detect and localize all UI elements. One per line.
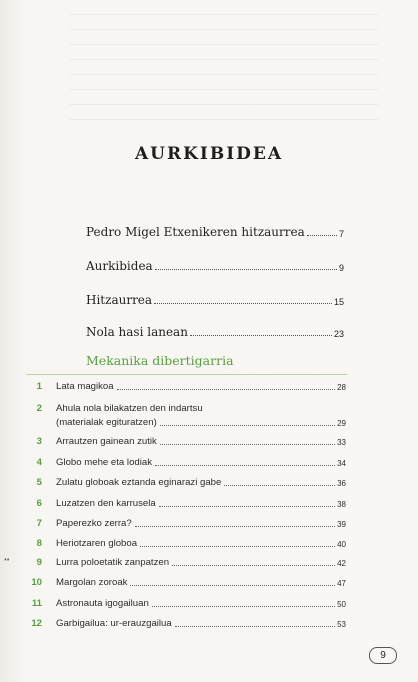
- entry-page: 40: [337, 540, 346, 549]
- dot-leader: [159, 505, 335, 507]
- toc-page: 7: [338, 229, 344, 239]
- entry-label: Paperezko zerra?: [56, 518, 132, 529]
- toc-front-item: [86, 219, 344, 239]
- entry-page: 39: [337, 520, 346, 529]
- toc-entry: [20, 618, 346, 632]
- show-through-text: [0, 0, 418, 130]
- dot-leader: [307, 234, 337, 236]
- entry-number: 7: [36, 518, 42, 529]
- entry-page: 29: [337, 419, 346, 428]
- entry-label: (materialak egituratzen): [56, 417, 157, 428]
- toc-entry: [20, 598, 346, 612]
- dot-leader: [152, 605, 335, 607]
- entry-number: 3: [36, 436, 42, 447]
- toc-label: Aurkibidea: [86, 259, 153, 273]
- entry-page: 28: [337, 383, 346, 392]
- entry-number: 2: [36, 403, 42, 414]
- dot-leader: [190, 334, 332, 336]
- entry-label: Margolan zoroak: [56, 577, 128, 588]
- dot-leader: [224, 484, 335, 486]
- entry-label: Luzatzen den karrusela: [56, 498, 156, 509]
- toc-page: 9: [338, 263, 344, 273]
- dot-leader: [172, 564, 335, 566]
- entry-number: 10: [31, 577, 42, 588]
- entry-number: 5: [36, 477, 42, 488]
- toc-entry: [20, 477, 346, 491]
- dot-leader: [160, 424, 335, 426]
- entry-label: Heriotzaren globoa: [56, 538, 138, 549]
- entry-label: Lata magikoa: [56, 381, 114, 392]
- entry-page: 50: [337, 600, 346, 609]
- toc-front-item: [86, 253, 344, 273]
- entry-page: 38: [337, 500, 346, 509]
- entry-page: 36: [337, 479, 346, 488]
- entry-page: 53: [337, 620, 346, 629]
- entry-page: 47: [337, 579, 346, 588]
- page-title: AURKIBIDEA: [134, 144, 284, 164]
- entry-number: 9: [36, 557, 42, 568]
- toc-entry: [20, 498, 346, 512]
- dot-leader: [154, 302, 332, 304]
- entry-page: 42: [337, 559, 346, 568]
- toc-label: Pedro Migel Etxenikeren hitzaurrea: [86, 225, 305, 239]
- toc-entry: [20, 577, 346, 591]
- toc-label: Nola hasi lanean: [86, 325, 188, 339]
- dot-leader: [140, 545, 335, 547]
- toc-entry: [20, 557, 346, 571]
- entry-label: Astronauta igogailuan: [56, 598, 149, 609]
- toc-entry: [20, 538, 346, 552]
- entry-label: Garbigailua: ur-erauzgailua: [56, 618, 172, 629]
- entry-label: Lurra poloetatik zanpatzen: [56, 557, 170, 568]
- toc-label: Hitzaurrea: [86, 293, 153, 307]
- dot-leader: [130, 584, 335, 586]
- entry-marker: **: [4, 558, 10, 565]
- entry-page: 34: [337, 459, 346, 468]
- entry-number: 11: [31, 598, 42, 609]
- toc-entry: [20, 403, 346, 431]
- dot-leader: [160, 443, 335, 445]
- entry-label: Arrautzen gainean zutik: [56, 436, 157, 447]
- entry-label: Globo mehe eta lodiak: [56, 457, 152, 468]
- toc-entry: [20, 518, 346, 532]
- entry-number: 4: [36, 457, 42, 468]
- entry-number: 1: [36, 381, 42, 392]
- entry-number: 8: [36, 538, 42, 549]
- toc-page: 15: [333, 297, 344, 307]
- toc-entry: [20, 381, 346, 395]
- entry-label-line1: Ahula nola bilakatzen den indartsu: [56, 403, 203, 414]
- entry-label: Zulatu globoak eztanda eginarazi gabe: [56, 477, 222, 488]
- toc-entry: [20, 457, 346, 471]
- toc-entry: [20, 436, 346, 450]
- dot-leader: [117, 388, 335, 390]
- dot-leader: [175, 625, 335, 627]
- toc-front-item: [86, 319, 344, 339]
- section-divider: [26, 374, 347, 375]
- toc-page: 23: [333, 329, 344, 339]
- entry-number: 6: [36, 498, 42, 509]
- dot-leader: [155, 268, 337, 270]
- dot-leader: [155, 464, 335, 466]
- page-number: 9: [369, 647, 397, 664]
- entry-number: 12: [31, 618, 42, 629]
- entry-page: 33: [337, 438, 346, 447]
- section-title: Mekanika dibertigarria: [86, 353, 234, 368]
- dot-leader: [135, 525, 335, 527]
- toc-front-item: [86, 287, 344, 307]
